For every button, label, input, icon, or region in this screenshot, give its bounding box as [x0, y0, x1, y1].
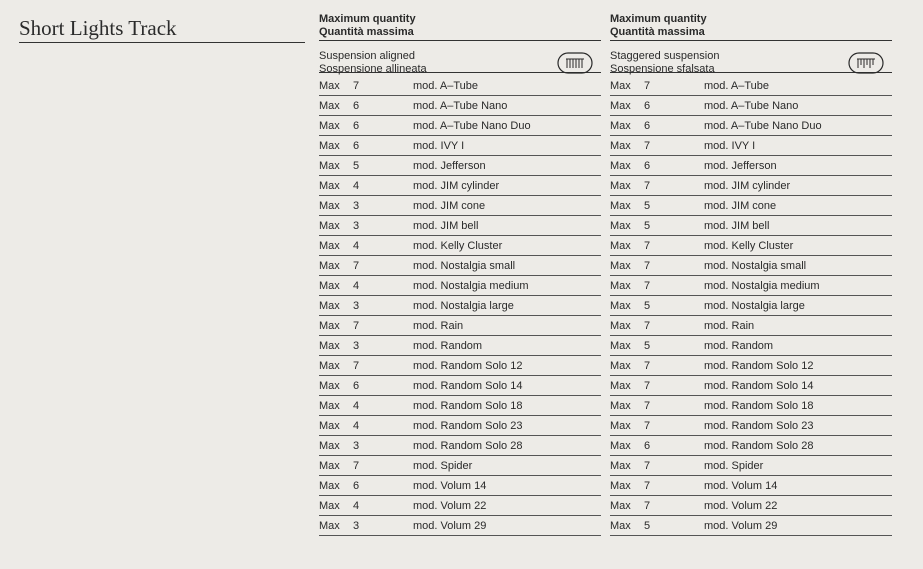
model-name: mod. A–Tube Nano Duo — [704, 119, 822, 132]
quantity: 5 — [644, 219, 651, 232]
table-row — [610, 196, 892, 216]
table-row — [610, 356, 892, 376]
table-row — [610, 376, 892, 396]
model-name: mod. A–Tube — [413, 79, 479, 92]
max-label: Max — [610, 159, 631, 172]
max-label: Max — [610, 459, 631, 472]
max-label: Max — [610, 79, 631, 92]
max-label: Max — [319, 419, 340, 432]
quantity: 6 — [644, 439, 651, 452]
quantity: 6 — [353, 119, 360, 132]
model-name: mod. Random Solo 14 — [413, 379, 523, 392]
max-label: Max — [610, 399, 631, 412]
max-label: Max — [319, 119, 340, 132]
model-name: mod. Jefferson — [413, 159, 486, 172]
table-row — [319, 256, 601, 276]
quantity: 7 — [644, 379, 651, 392]
model-name: mod. Random Solo 28 — [704, 439, 814, 452]
model-name: mod. IVY I — [704, 139, 756, 152]
model-name: mod. Nostalgia small — [413, 259, 516, 272]
max-label: Max — [610, 379, 631, 392]
model-name: mod. Random Solo 12 — [413, 359, 523, 372]
quantity: 4 — [353, 499, 360, 512]
model-name: mod. Random Solo 23 — [704, 419, 814, 432]
quantity: 4 — [353, 279, 360, 292]
max-label: Max — [319, 439, 340, 452]
quantity: 4 — [353, 239, 360, 252]
quantity: 7 — [644, 279, 651, 292]
quantity: 6 — [353, 479, 360, 492]
max-label: Max — [319, 399, 340, 412]
model-name: mod. Spider — [413, 459, 473, 472]
table-row — [319, 236, 601, 256]
suspension-type — [610, 41, 892, 73]
max-label: Max — [610, 179, 631, 192]
table-row — [319, 436, 601, 456]
max-label: Max — [610, 519, 631, 532]
model-name: mod. Nostalgia large — [413, 299, 514, 312]
table-row — [319, 276, 601, 296]
max-label: Max — [610, 499, 631, 512]
rows-staggered — [610, 76, 892, 536]
table-row — [610, 436, 892, 456]
model-name: mod. Random Solo 18 — [413, 399, 523, 412]
suspension-english: Suspension aligned — [319, 50, 416, 62]
model-name: mod. Random Solo 28 — [413, 439, 523, 452]
table-row — [319, 96, 601, 116]
table-row — [610, 116, 892, 136]
max-label: Max — [610, 279, 631, 292]
quantity: 7 — [644, 259, 651, 272]
max-label: Max — [319, 159, 340, 172]
header-italian: Quantità massima — [319, 26, 414, 38]
table-row — [319, 516, 601, 536]
max-label: Max — [319, 299, 340, 312]
column-header — [610, 13, 892, 41]
model-name: mod. Jefferson — [704, 159, 777, 172]
rows-aligned — [319, 76, 601, 536]
quantity: 7 — [644, 79, 651, 92]
table-row — [610, 276, 892, 296]
model-name: mod. Volum 29 — [704, 519, 778, 532]
column-staggered — [610, 13, 892, 536]
model-name: mod. JIM cylinder — [704, 179, 791, 192]
model-name: mod. JIM cone — [704, 199, 777, 212]
quantity: 7 — [644, 399, 651, 412]
suspension-type — [319, 41, 601, 73]
max-label: Max — [319, 79, 340, 92]
model-name: mod. A–Tube Nano — [413, 99, 508, 112]
table-row — [610, 396, 892, 416]
max-label: Max — [610, 99, 631, 112]
table-row — [319, 136, 601, 156]
max-label: Max — [319, 179, 340, 192]
max-label: Max — [610, 139, 631, 152]
aligned-suspension-icon — [557, 52, 593, 74]
max-label: Max — [319, 219, 340, 232]
model-name: mod. Spider — [704, 459, 764, 472]
max-label: Max — [610, 479, 631, 492]
table-row — [319, 476, 601, 496]
column-header — [319, 13, 601, 41]
max-label: Max — [610, 439, 631, 452]
model-name: mod. JIM cylinder — [413, 179, 500, 192]
table-row — [610, 516, 892, 536]
column-aligned — [319, 13, 601, 536]
max-label: Max — [610, 119, 631, 132]
max-label: Max — [610, 419, 631, 432]
max-label: Max — [610, 339, 631, 352]
model-name: mod. Kelly Cluster — [413, 239, 503, 252]
table-row — [610, 416, 892, 436]
quantity: 7 — [353, 79, 360, 92]
max-label: Max — [319, 479, 340, 492]
quantity: 5 — [353, 159, 360, 172]
model-name: mod. Random — [704, 339, 774, 352]
quantity: 6 — [644, 119, 651, 132]
max-label: Max — [610, 299, 631, 312]
model-name: mod. Volum 14 — [704, 479, 778, 492]
model-name: mod. IVY I — [413, 139, 465, 152]
table-row — [319, 416, 601, 436]
quantity: 7 — [644, 319, 651, 332]
quantity: 6 — [644, 99, 651, 112]
quantity: 7 — [353, 459, 360, 472]
quantity: 4 — [353, 399, 360, 412]
model-name: mod. Random Solo 18 — [704, 399, 814, 412]
page-title: Short Lights Track — [19, 16, 177, 40]
model-name: mod. Kelly Cluster — [704, 239, 794, 252]
table-row — [610, 496, 892, 516]
table-row — [610, 316, 892, 336]
max-label: Max — [610, 259, 631, 272]
max-label: Max — [610, 359, 631, 372]
quantity: 7 — [353, 259, 360, 272]
header-italian: Quantità massima — [610, 26, 705, 38]
quantity: 6 — [644, 159, 651, 172]
table-row — [319, 296, 601, 316]
title-block — [19, 15, 305, 43]
max-label: Max — [610, 219, 631, 232]
table-row — [319, 376, 601, 396]
model-name: mod. Volum 29 — [413, 519, 487, 532]
max-label: Max — [319, 519, 340, 532]
quantity: 5 — [644, 299, 651, 312]
max-label: Max — [319, 199, 340, 212]
model-name: mod. Nostalgia large — [704, 299, 805, 312]
table-row — [319, 456, 601, 476]
quantity: 7 — [644, 459, 651, 472]
table-row — [610, 136, 892, 156]
table-row — [319, 156, 601, 176]
table-row — [610, 336, 892, 356]
quantity: 7 — [644, 359, 651, 372]
model-name: mod. Volum 22 — [704, 499, 778, 512]
model-name: mod. A–Tube — [704, 79, 770, 92]
quantity: 3 — [353, 219, 360, 232]
table-row — [610, 176, 892, 196]
max-label: Max — [319, 239, 340, 252]
model-name: mod. JIM bell — [704, 219, 770, 232]
table-row — [319, 216, 601, 236]
max-label: Max — [319, 279, 340, 292]
table-row — [610, 156, 892, 176]
table-row — [319, 496, 601, 516]
model-name: mod. JIM cone — [413, 199, 486, 212]
model-name: mod. Volum 22 — [413, 499, 487, 512]
table-row — [610, 456, 892, 476]
suspension-english: Staggered suspension — [610, 50, 720, 62]
max-label: Max — [610, 319, 631, 332]
table-row — [610, 476, 892, 496]
max-label: Max — [319, 459, 340, 472]
max-label: Max — [319, 499, 340, 512]
header-english: Maximum quantity — [610, 13, 707, 25]
model-name: mod. Rain — [704, 319, 755, 332]
table-row — [610, 256, 892, 276]
max-label: Max — [319, 339, 340, 352]
model-name: mod. Rain — [413, 319, 464, 332]
quantity: 5 — [644, 339, 651, 352]
quantity: 7 — [353, 359, 360, 372]
quantity: 5 — [644, 519, 651, 532]
table-row — [319, 316, 601, 336]
quantity: 3 — [353, 339, 360, 352]
header-english: Maximum quantity — [319, 13, 416, 25]
quantity: 3 — [353, 299, 360, 312]
max-label: Max — [319, 359, 340, 372]
model-name: mod. Nostalgia medium — [413, 279, 529, 292]
max-label: Max — [610, 239, 631, 252]
suspension-italian: Sospensione sfalsata — [610, 63, 715, 75]
quantity: 7 — [644, 479, 651, 492]
quantity: 3 — [353, 439, 360, 452]
table-row — [610, 236, 892, 256]
max-label: Max — [610, 199, 631, 212]
max-label: Max — [319, 139, 340, 152]
quantity: 3 — [353, 519, 360, 532]
quantity: 6 — [353, 99, 360, 112]
quantity: 4 — [353, 419, 360, 432]
quantity: 7 — [644, 499, 651, 512]
table-row — [319, 396, 601, 416]
table-row — [610, 96, 892, 116]
model-name: mod. A–Tube Nano — [704, 99, 799, 112]
quantity: 6 — [353, 379, 360, 392]
model-name: mod. Nostalgia small — [704, 259, 807, 272]
quantity: 4 — [353, 179, 360, 192]
model-name: mod. Random Solo 23 — [413, 419, 523, 432]
table-row — [319, 176, 601, 196]
table-row — [319, 356, 601, 376]
staggered-suspension-icon — [848, 52, 884, 74]
suspension-italian: Sospensione allineata — [319, 63, 427, 75]
table-row — [610, 216, 892, 236]
model-name: mod. Random Solo 12 — [704, 359, 814, 372]
table-row — [610, 76, 892, 96]
quantity: 7 — [644, 419, 651, 432]
table-row — [319, 336, 601, 356]
max-label: Max — [319, 379, 340, 392]
max-label: Max — [319, 319, 340, 332]
quantity: 3 — [353, 199, 360, 212]
table-row — [319, 76, 601, 96]
table-row — [610, 296, 892, 316]
quantity: 5 — [644, 199, 651, 212]
model-name: mod. Nostalgia medium — [704, 279, 820, 292]
model-name: mod. Random Solo 14 — [704, 379, 814, 392]
table-row — [319, 116, 601, 136]
max-label: Max — [319, 99, 340, 112]
table-row — [319, 196, 601, 216]
model-name: mod. JIM bell — [413, 219, 479, 232]
model-name: mod. Random — [413, 339, 483, 352]
quantity: 7 — [644, 139, 651, 152]
quantity: 6 — [353, 139, 360, 152]
quantity: 7 — [644, 179, 651, 192]
model-name: mod. A–Tube Nano Duo — [413, 119, 531, 132]
quantity: 7 — [353, 319, 360, 332]
max-label: Max — [319, 259, 340, 272]
model-name: mod. Volum 14 — [413, 479, 487, 492]
quantity: 7 — [644, 239, 651, 252]
